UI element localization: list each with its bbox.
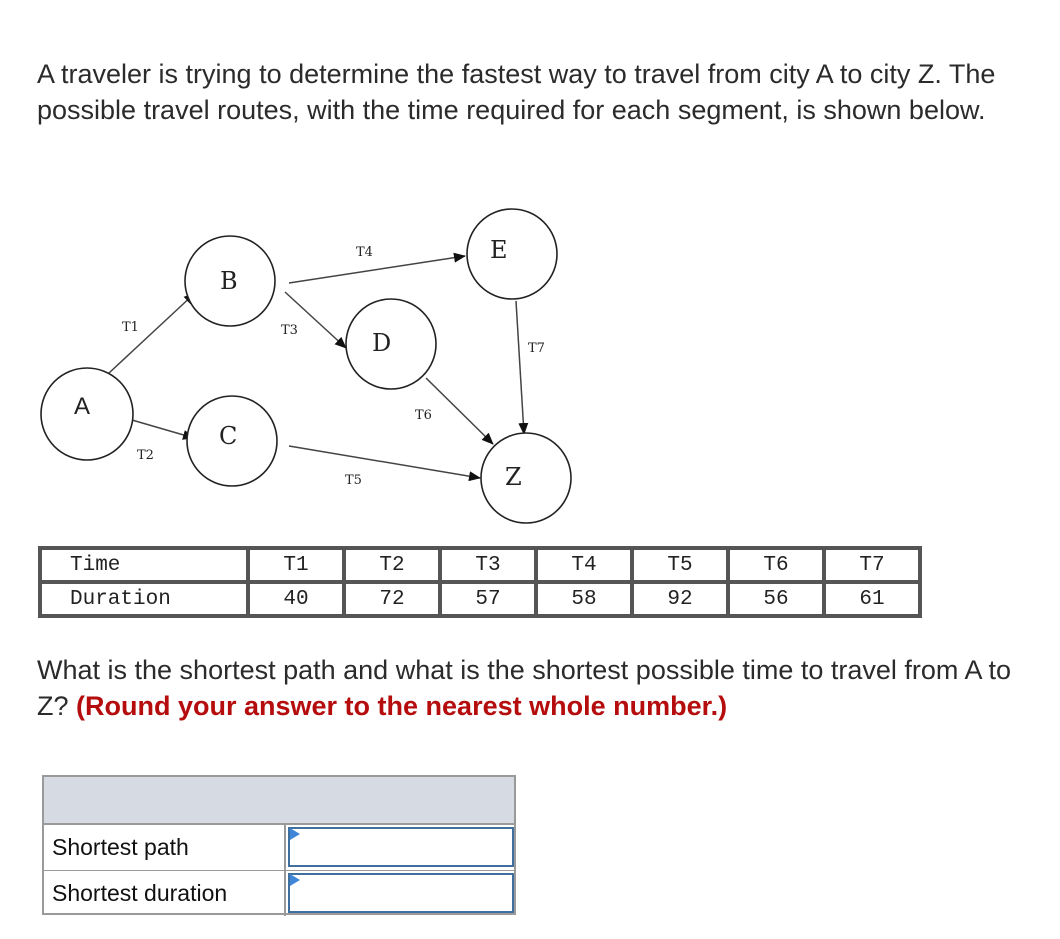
- edge-label-t7: T7: [528, 341, 545, 356]
- duration-table: [38, 546, 922, 618]
- node-e-label: E: [490, 236, 508, 264]
- edge-t5-c-to-z: [289, 446, 480, 478]
- time-cell: T3: [440, 548, 536, 582]
- time-row-header: Time: [40, 548, 248, 582]
- node-d-label: D: [372, 329, 392, 357]
- edge-label-t1: T1: [122, 320, 139, 335]
- node-c-label: C: [219, 422, 238, 450]
- question-prompt-text: What is the shortest path and what is the shortest possible time to travel from A to Z?: [37, 655, 1011, 721]
- time-row: [40, 548, 920, 582]
- node-a: [41, 368, 133, 460]
- edge-label-t4: T4: [356, 245, 373, 260]
- node-d: [346, 299, 436, 389]
- edge-label-t6: T6: [415, 408, 432, 423]
- duration-cell: 56: [728, 582, 824, 616]
- edge-t3-b-to-d: [285, 292, 346, 348]
- shortest-duration-row: [44, 871, 514, 916]
- duration-cell: 72: [344, 582, 440, 616]
- node-e: [467, 209, 557, 299]
- time-cell: T5: [632, 548, 728, 582]
- edge-label-t3: T3: [281, 323, 298, 338]
- node-b-label: B: [220, 267, 238, 295]
- edge-t7-e-to-z: [516, 301, 524, 434]
- duration-cell: 58: [536, 582, 632, 616]
- time-cell: T6: [728, 548, 824, 582]
- shortest-path-label: Shortest path: [44, 825, 286, 870]
- question-intro: A traveler is trying to determine the fastest way to travel from city A to city Z. The possible travel routes, with the time required for each segment, is shown below.: [37, 59, 996, 125]
- time-cell: T7: [824, 548, 920, 582]
- duration-row-header: Duration: [40, 582, 248, 616]
- question-prompt: [37, 652, 1047, 724]
- edge-t2-a-to-c: [125, 418, 194, 438]
- input-indicator-icon: [290, 874, 300, 886]
- edge-t4-b-to-e: [289, 256, 465, 283]
- duration-cell: 40: [248, 582, 344, 616]
- rounding-instruction: (Round your answer to the nearest whole number.): [76, 691, 728, 721]
- shortest-duration-input[interactable]: [288, 873, 514, 913]
- edge-label-t2: T2: [137, 448, 154, 463]
- time-cell: T2: [344, 548, 440, 582]
- answer-table: [42, 775, 516, 915]
- node-c: [187, 396, 277, 486]
- node-z: [481, 433, 571, 523]
- shortest-path-row: [44, 825, 514, 871]
- node-a-label: A: [74, 393, 91, 420]
- route-network-diagram: [0, 190, 620, 540]
- duration-cell: 92: [632, 582, 728, 616]
- edge-t6-d-to-z: [426, 378, 493, 444]
- node-b: [185, 236, 275, 326]
- duration-cell: 61: [824, 582, 920, 616]
- duration-cell: 57: [440, 582, 536, 616]
- answer-table-header: [44, 777, 514, 825]
- time-cell: T4: [536, 548, 632, 582]
- shortest-duration-label: Shortest duration: [44, 871, 286, 916]
- edge-label-t5: T5: [345, 473, 362, 488]
- node-z-label: Z: [505, 463, 522, 491]
- duration-row: [40, 582, 920, 616]
- shortest-path-input[interactable]: [288, 827, 514, 867]
- time-cell: T1: [248, 548, 344, 582]
- input-indicator-icon: [290, 828, 300, 840]
